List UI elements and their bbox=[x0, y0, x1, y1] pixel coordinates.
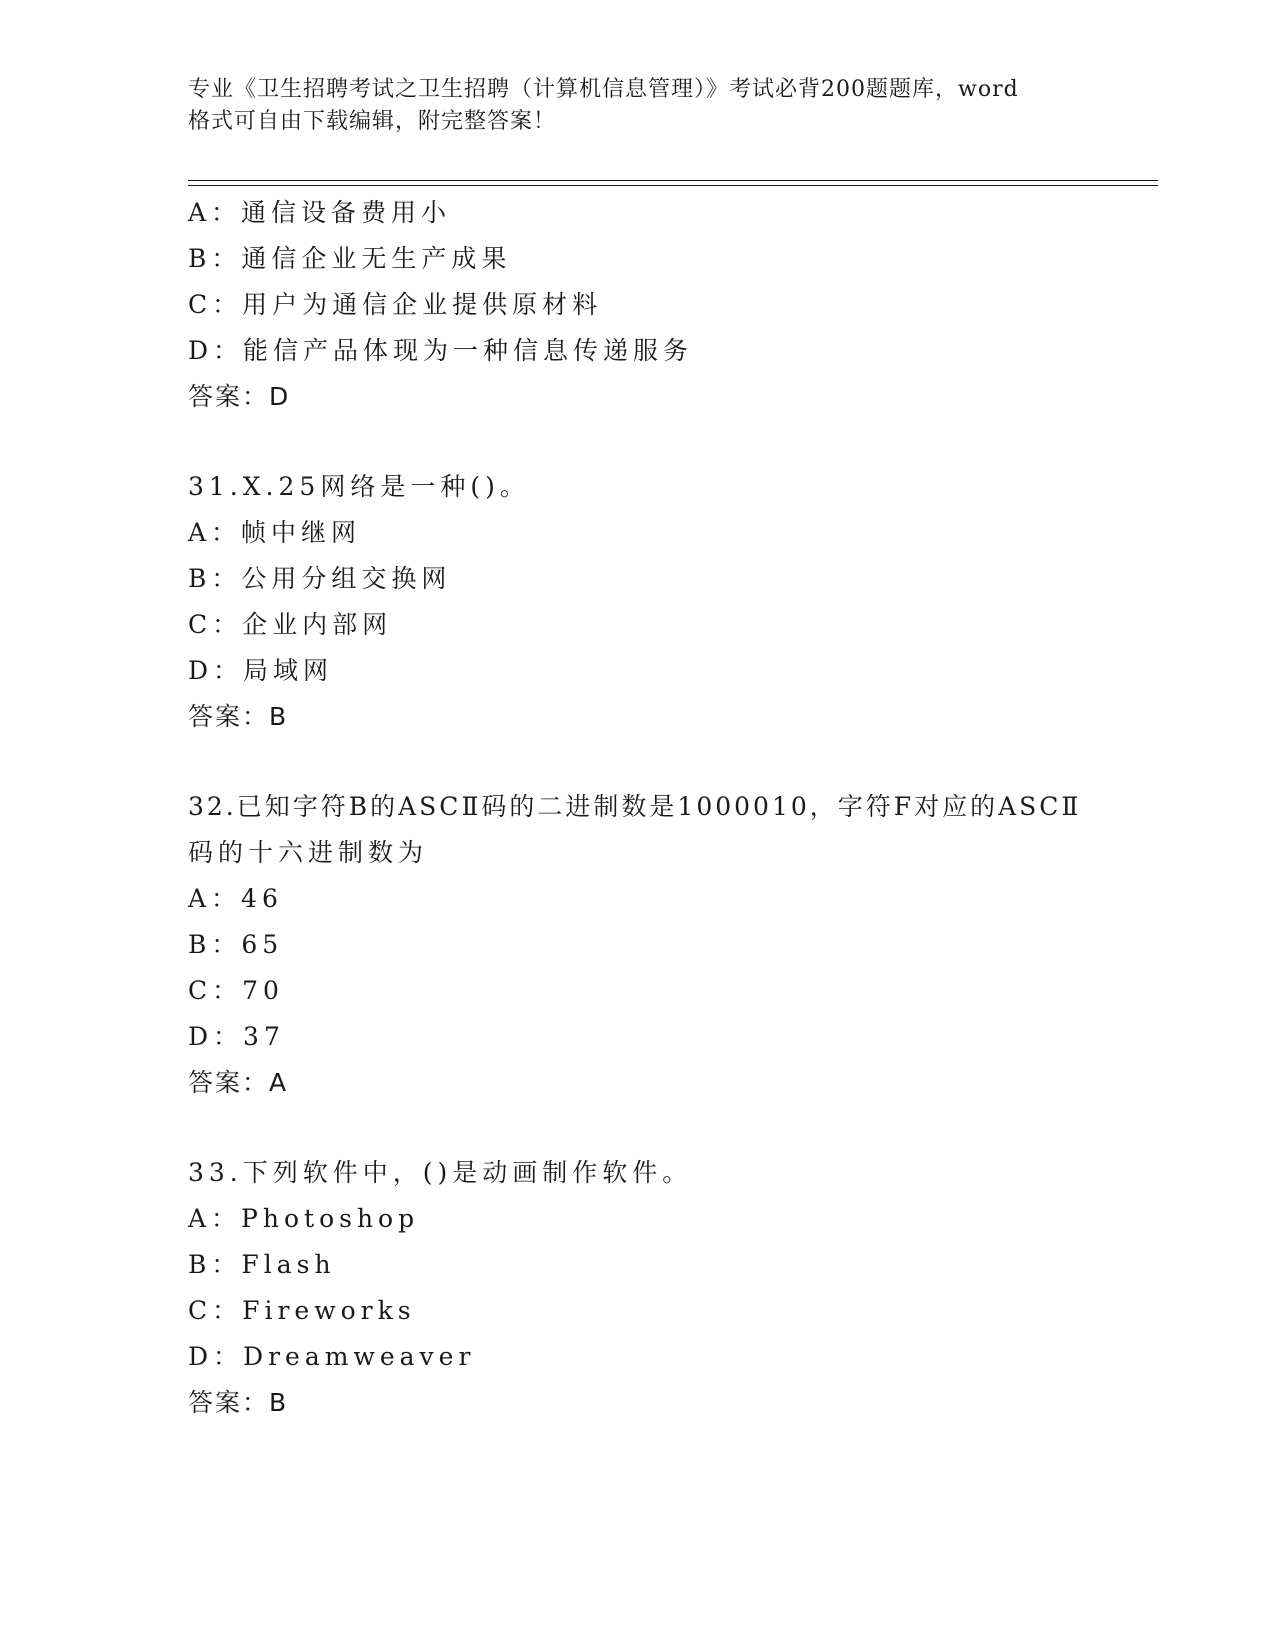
question-30 bbox=[188, 190, 1148, 420]
option-a: A：46 bbox=[188, 884, 283, 913]
option-b: B：通信企业无生产成果 bbox=[188, 244, 512, 273]
option-a: A：Photoshop bbox=[188, 1204, 420, 1233]
option-a: A：帧中继网 bbox=[188, 518, 362, 547]
header-divider-top bbox=[188, 180, 1158, 181]
option-a: A：通信设备费用小 bbox=[188, 198, 452, 227]
option-d: D：37 bbox=[188, 1022, 285, 1051]
question-stem-line-1: 32.已知字符B的ASCⅡ码的二进制数是1000010，字符F对应的ASCⅡ bbox=[188, 792, 1082, 821]
option-b: B：Flash bbox=[188, 1250, 336, 1279]
answer-label: 答案：B bbox=[188, 1388, 289, 1417]
header-divider-bottom bbox=[188, 185, 1158, 186]
question-stem-line-2: 码的十六进制数为 bbox=[188, 838, 429, 867]
option-c: C：用户为通信企业提供原材料 bbox=[188, 290, 603, 319]
option-b: B：公用分组交换网 bbox=[188, 564, 452, 593]
answer-label: 答案：A bbox=[188, 1068, 289, 1097]
document-header bbox=[188, 74, 1088, 138]
header-line-1: 专业《卫生招聘考试之卫生招聘（计算机信息管理）》考试必背200题题库，word bbox=[188, 77, 1019, 102]
question-stem: 33.下列软件中，()是动画制作软件。 bbox=[188, 1158, 693, 1187]
option-d: D：能信产品体现为一种信息传递服务 bbox=[188, 336, 694, 365]
answer-label: 答案：D bbox=[188, 382, 291, 411]
question-32 bbox=[188, 784, 1148, 1106]
header-line-2: 格式可自由下载编辑，附完整答案！ bbox=[188, 109, 557, 134]
question-31 bbox=[188, 464, 1148, 740]
question-33 bbox=[188, 1150, 1148, 1426]
answer-label: 答案：B bbox=[188, 702, 289, 731]
option-c: C：Fireworks bbox=[188, 1296, 416, 1325]
option-b: B：65 bbox=[188, 930, 284, 959]
option-d: D：局域网 bbox=[188, 656, 334, 685]
question-list bbox=[188, 190, 1148, 1426]
spacer bbox=[188, 420, 1148, 464]
question-stem: 31.X.25网络是一种()。 bbox=[188, 472, 530, 501]
option-d: D：Dreamweaver bbox=[188, 1342, 476, 1371]
spacer bbox=[188, 1106, 1148, 1150]
option-c: C：企业内部网 bbox=[188, 610, 393, 639]
option-c: C：70 bbox=[188, 976, 284, 1005]
spacer bbox=[188, 740, 1148, 784]
